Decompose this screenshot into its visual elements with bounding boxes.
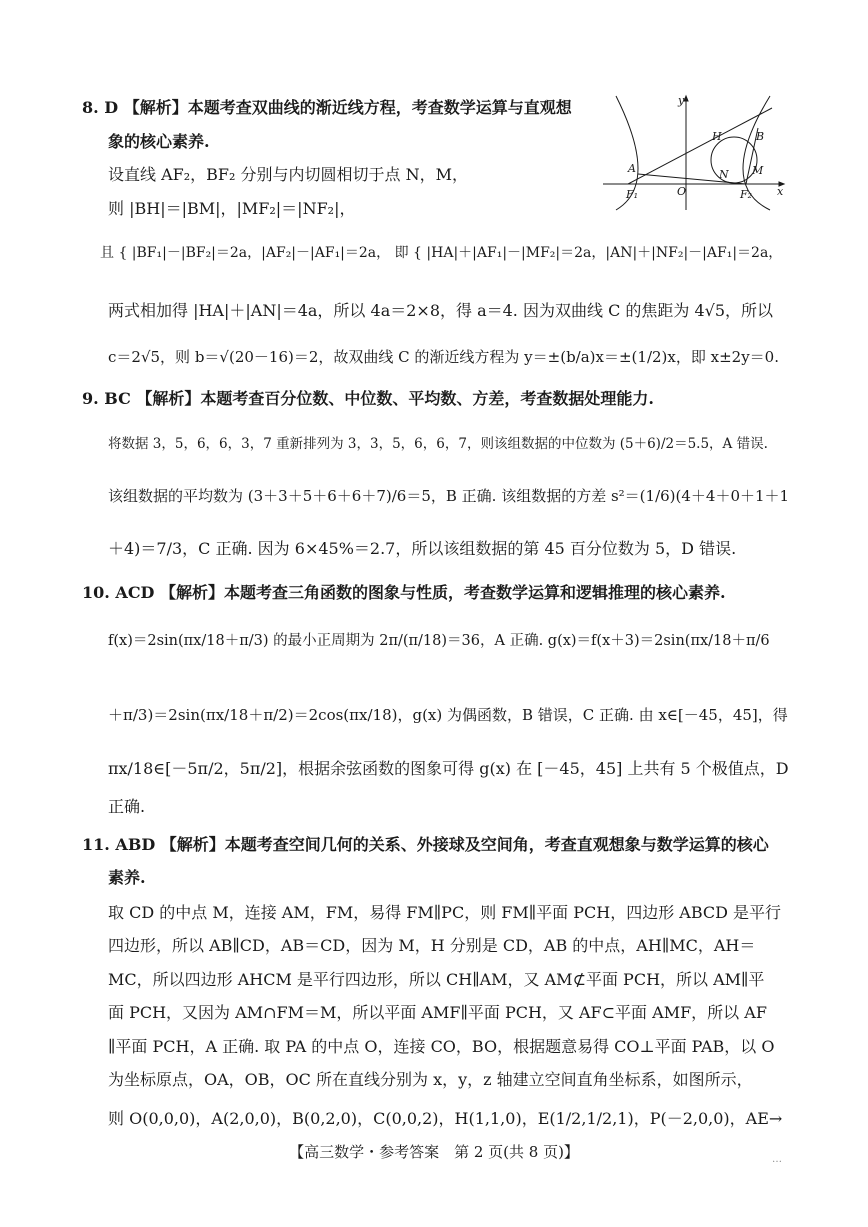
- line-f1-b: [628, 108, 772, 184]
- label-f1: F₁: [626, 188, 639, 201]
- q9-line: 该组数据的平均数为 (3＋3＋5＋6＋6＋7)/6＝5，B 正确. 该组数据的方差 s²＝(1/6)(4＋4＋0＋1＋1: [108, 487, 790, 505]
- q10-header: 10. ACD 【解析】本题考查三角函数的图象与性质，考查数学运算和逻辑推理的核心素养.: [82, 583, 726, 602]
- q8-line: 设直线 AF₂，BF₂ 分别与内切圆相切于点 N，M，: [108, 165, 468, 184]
- label-a: A: [628, 162, 636, 175]
- line-a-f2: [638, 174, 746, 184]
- q9-header: 9. BC 【解析】本题考查百分位数、中位数、平均数、方差，考查数据处理能力.: [82, 389, 654, 408]
- hyperbola-figure: [598, 92, 788, 212]
- q10-line: 正确.: [108, 797, 146, 816]
- page-footer: 【高三数学・参考答案 第 2 页(共 8 页)】: [289, 1143, 579, 1161]
- label-n: N: [719, 168, 729, 181]
- q9-line: ＋4)＝7/3，C 正确. 因为 6×45%＝2.7，所以该组数据的第 45 百分位数为 5，D 错误.: [108, 539, 737, 558]
- label-x: x: [777, 185, 784, 198]
- q11-header-cont: 素养.: [108, 868, 146, 887]
- q11-header: 11. ABD 【解析】本题考查空间几何的关系、外接球及空间角，考查直观想象与数学运算的核心: [82, 835, 769, 854]
- q11-line: 面 PCH，又因为 AM∩FM＝M，所以平面 AMF∥平面 PCH，又 AF⊂平面 AMF，所以 AF: [108, 1003, 767, 1022]
- q8-line: 则 |BH|＝|BM|，|MF₂|＝|NF₂|，: [108, 199, 356, 218]
- q8-header-cont: 象的核心素养.: [108, 132, 210, 151]
- q11-line: 取 CD 的中点 M，连接 AM，FM，易得 FM∥PC，则 FM∥平面 PCH，四边形 ABCD 是平行: [108, 903, 782, 922]
- label-y: y: [678, 94, 685, 107]
- y-axis-arrow: [684, 96, 688, 101]
- q11-line: MC，所以四边形 AHCM 是平行四边形，所以 CH∥AM，又 AM⊄平面 PCH，所以 AM∥平: [108, 970, 765, 989]
- q11-line: 为坐标原点，OA，OB，OC 所在直线分别为 x，y，z 轴建立空间直角坐标系，如图所示，: [108, 1070, 753, 1089]
- q9-line: 将数据 3，5，6，6，3，7 重新排列为 3，3，5，6，6，7，则该组数据的中位数为 (5＋6)/2＝5.5，A 错误.: [108, 436, 768, 452]
- q10-line: ＋π/3)＝2sin(πx/18＋π/2)＝2cos(πx/18)，g(x) 为偶函数，B 错误，C 正确. 由 x∈[－45，45]，得: [108, 706, 788, 724]
- q10-line: πx/18∈[－5π/2，5π/2]，根据余弦函数的图象可得 g(x) 在 [－45，45] 上共有 5 个极值点，D: [108, 759, 789, 778]
- q11-line: 四边形，所以 AB∥CD，AB＝CD，因为 M，H 分别是 CD，AB 的中点，AH∥MC，AH＝: [108, 936, 756, 955]
- q10-line: f(x)＝2sin(πx/18＋π/3) 的最小正周期为 2π/(π/18)＝36，A 正确. g(x)＝f(x＋3)＝2sin(πx/18＋π/6: [108, 633, 770, 649]
- q8-line: 两式相加得 |HA|＋|AN|＝4a，所以 4a＝2×8，得 a＝4. 因为双曲线 C 的焦距为 4√5，所以: [108, 301, 774, 320]
- label-f2: F₂: [740, 188, 753, 201]
- label-b: B: [756, 130, 765, 143]
- q8-line: c＝2√5，则 b＝√(20－16)＝2，故双曲线 C 的渐近线方程为 y＝±(b/a)x＝±(1/2)x，即 x±2y＝0.: [108, 348, 779, 366]
- label-h: H: [712, 130, 722, 143]
- label-o: O: [677, 185, 687, 198]
- q8-system: 且 { |BF₁|－|BF₂|＝2a，|AF₂|－|AF₁|＝2a， 即 { |HA|＋|AF₁|－|MF₂|＝2a，|AN|＋|NF₂|－|AF₁|＝2a，: [100, 245, 783, 261]
- page-mark: …: [772, 1154, 782, 1165]
- q11-line: ∥平面 PCH，A 正确. 取 PA 的中点 O，连接 CO，BO，根据题意易得 CO⊥平面 PAB，以 O: [108, 1037, 775, 1056]
- q11-line: 则 O(0,0,0)，A(2,0,0)，B(0,2,0)，C(0,0,2)，H(1,1,0)，E(1/2,1/2,1)，P(－2,0,0)，AE→: [108, 1109, 783, 1128]
- incircle: [711, 137, 757, 183]
- q8-header: 8. D 【解析】本题考查双曲线的渐近线方程，考查数学运算与直观想: [82, 98, 572, 117]
- label-m: M: [752, 164, 764, 177]
